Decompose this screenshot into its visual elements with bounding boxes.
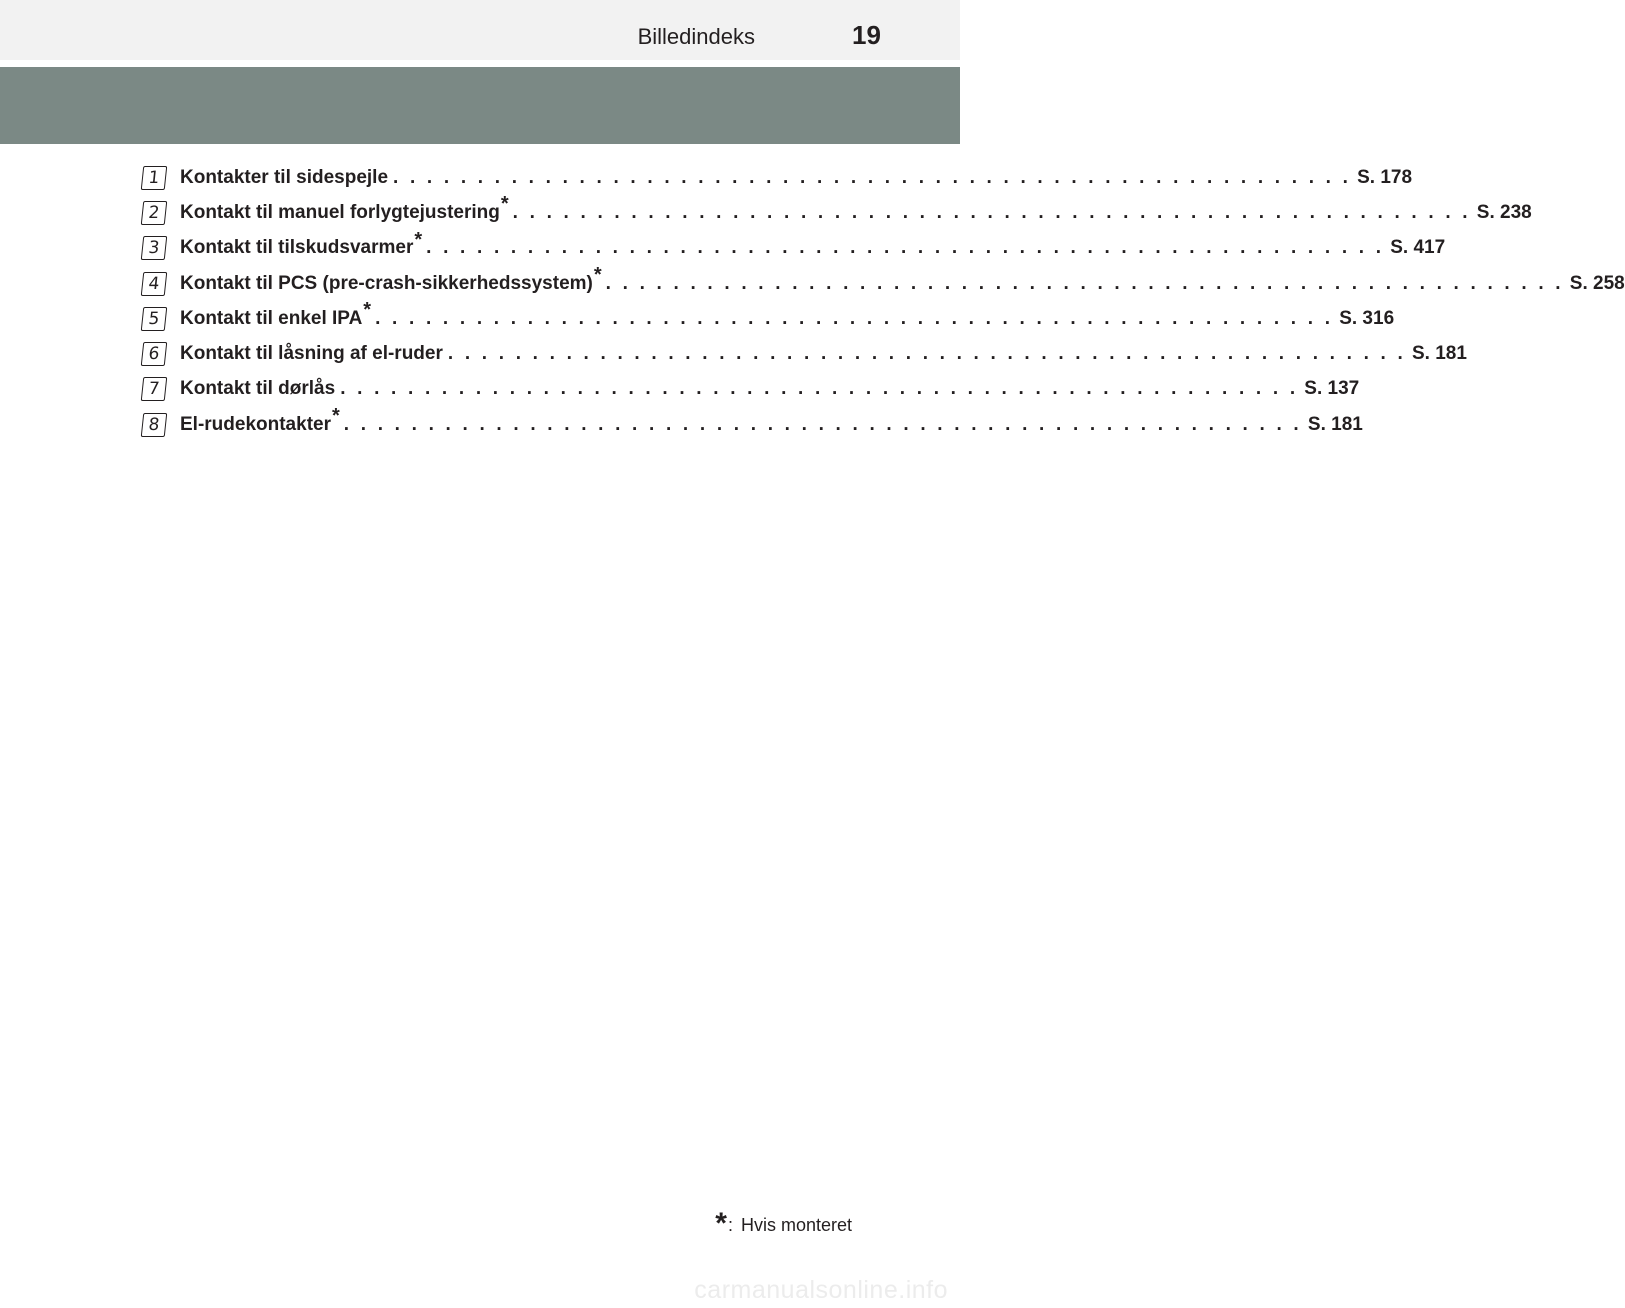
dot-leader: . . . . . . . . . . . . . . . . . . . . . . . . . . . . . . . . . . . . . . . . . . . . . . . . . . . . . . . . . (375, 307, 1334, 329)
dot-leader: . . . . . . . . . . . . . . . . . . . . . . . . . . . . . . . . . . . . . . . . . . . . . . . . . . . . . . . . . (447, 343, 1406, 365)
page-reference[interactable]: S. 238 (1476, 201, 1532, 223)
illustration-band (0, 67, 960, 144)
page-reference[interactable]: S. 258 (1569, 272, 1625, 294)
page-number: 19 (852, 20, 881, 50)
footnote-colon: : (727, 1215, 733, 1235)
index-row-2[interactable] (142, 193, 1532, 230)
index-row-1[interactable] (142, 160, 1413, 195)
item-number-badge: 3 (141, 236, 168, 260)
index-row-7[interactable] (142, 372, 1360, 407)
page-reference[interactable]: S. 181 (1411, 343, 1467, 365)
item-label: El-rudekontakter (180, 413, 331, 435)
page-reference[interactable]: S. 137 (1304, 378, 1360, 400)
footnote-star: * (715, 1207, 727, 1240)
item-number-badge: 6 (141, 342, 168, 366)
index-list (142, 160, 1625, 442)
optional-star: * (500, 193, 509, 216)
item-label: Kontakt til PCS (pre-crash-sikkerhedssystem) (180, 272, 593, 294)
optional-star: * (414, 228, 423, 251)
item-label: Kontakt til enkel IPA (180, 307, 363, 329)
page-reference[interactable]: S. 417 (1390, 237, 1446, 259)
item-number-badge: 8 (141, 413, 168, 437)
watermark: carmanualsonline.info (694, 1276, 948, 1304)
dot-leader: . . . . . . . . . . . . . . . . . . . . . . . . . . . . . . . . . . . . . . . . . . . . . . . . . . . . . . . . . (605, 272, 1564, 294)
dot-leader: . . . . . . . . . . . . . . . . . . . . . . . . . . . . . . . . . . . . . . . . . . . . . . . . . . . . . . . . . (340, 378, 1299, 400)
optional-star: * (363, 299, 372, 322)
footnote-text: Hvis monteret (740, 1215, 852, 1235)
page-reference[interactable]: S. 181 (1307, 413, 1363, 435)
footnote (715, 1205, 852, 1239)
index-row-4[interactable] (142, 264, 1625, 301)
header-strip (0, 0, 960, 60)
item-number-badge: 2 (141, 201, 168, 225)
item-number-badge: 1 (141, 166, 168, 190)
page-reference[interactable]: S. 178 (1357, 166, 1413, 188)
optional-star: * (331, 405, 340, 428)
section-title: Billedindeks (637, 24, 755, 49)
item-label: Kontakter til sidespejle (180, 166, 389, 188)
item-label: Kontakt til manuel forlygtejustering (180, 201, 500, 223)
dot-leader: . . . . . . . . . . . . . . . . . . . . . . . . . . . . . . . . . . . . . . . . . . . . . . . . . . . . . . . . . (512, 201, 1471, 223)
index-row-5[interactable] (142, 299, 1395, 336)
page-reference[interactable]: S. 316 (1339, 307, 1395, 329)
item-number-badge: 4 (141, 272, 168, 296)
item-number-badge: 5 (141, 307, 168, 331)
dot-leader: . . . . . . . . . . . . . . . . . . . . . . . . . . . . . . . . . . . . . . . . . . . . . . . . . . . . . . . . . (343, 413, 1302, 435)
item-number-badge: 7 (141, 377, 168, 401)
index-row-8[interactable] (142, 405, 1363, 442)
index-row-3[interactable] (142, 228, 1446, 266)
item-label: Kontakt til låsning af el-ruder (180, 343, 443, 365)
dot-leader: . . . . . . . . . . . . . . . . . . . . . . . . . . . . . . . . . . . . . . . . . . . . . . . . . . . . . . . . . (393, 166, 1352, 188)
dot-leader: . . . . . . . . . . . . . . . . . . . . . . . . . . . . . . . . . . . . . . . . . . . . . . . . . . . . . . . . . (426, 237, 1385, 259)
item-label: Kontakt til dørlås (180, 378, 336, 400)
optional-star: * (593, 264, 602, 287)
item-label: Kontakt til tilskudsvarmer (180, 237, 414, 259)
index-row-6[interactable] (142, 336, 1467, 371)
